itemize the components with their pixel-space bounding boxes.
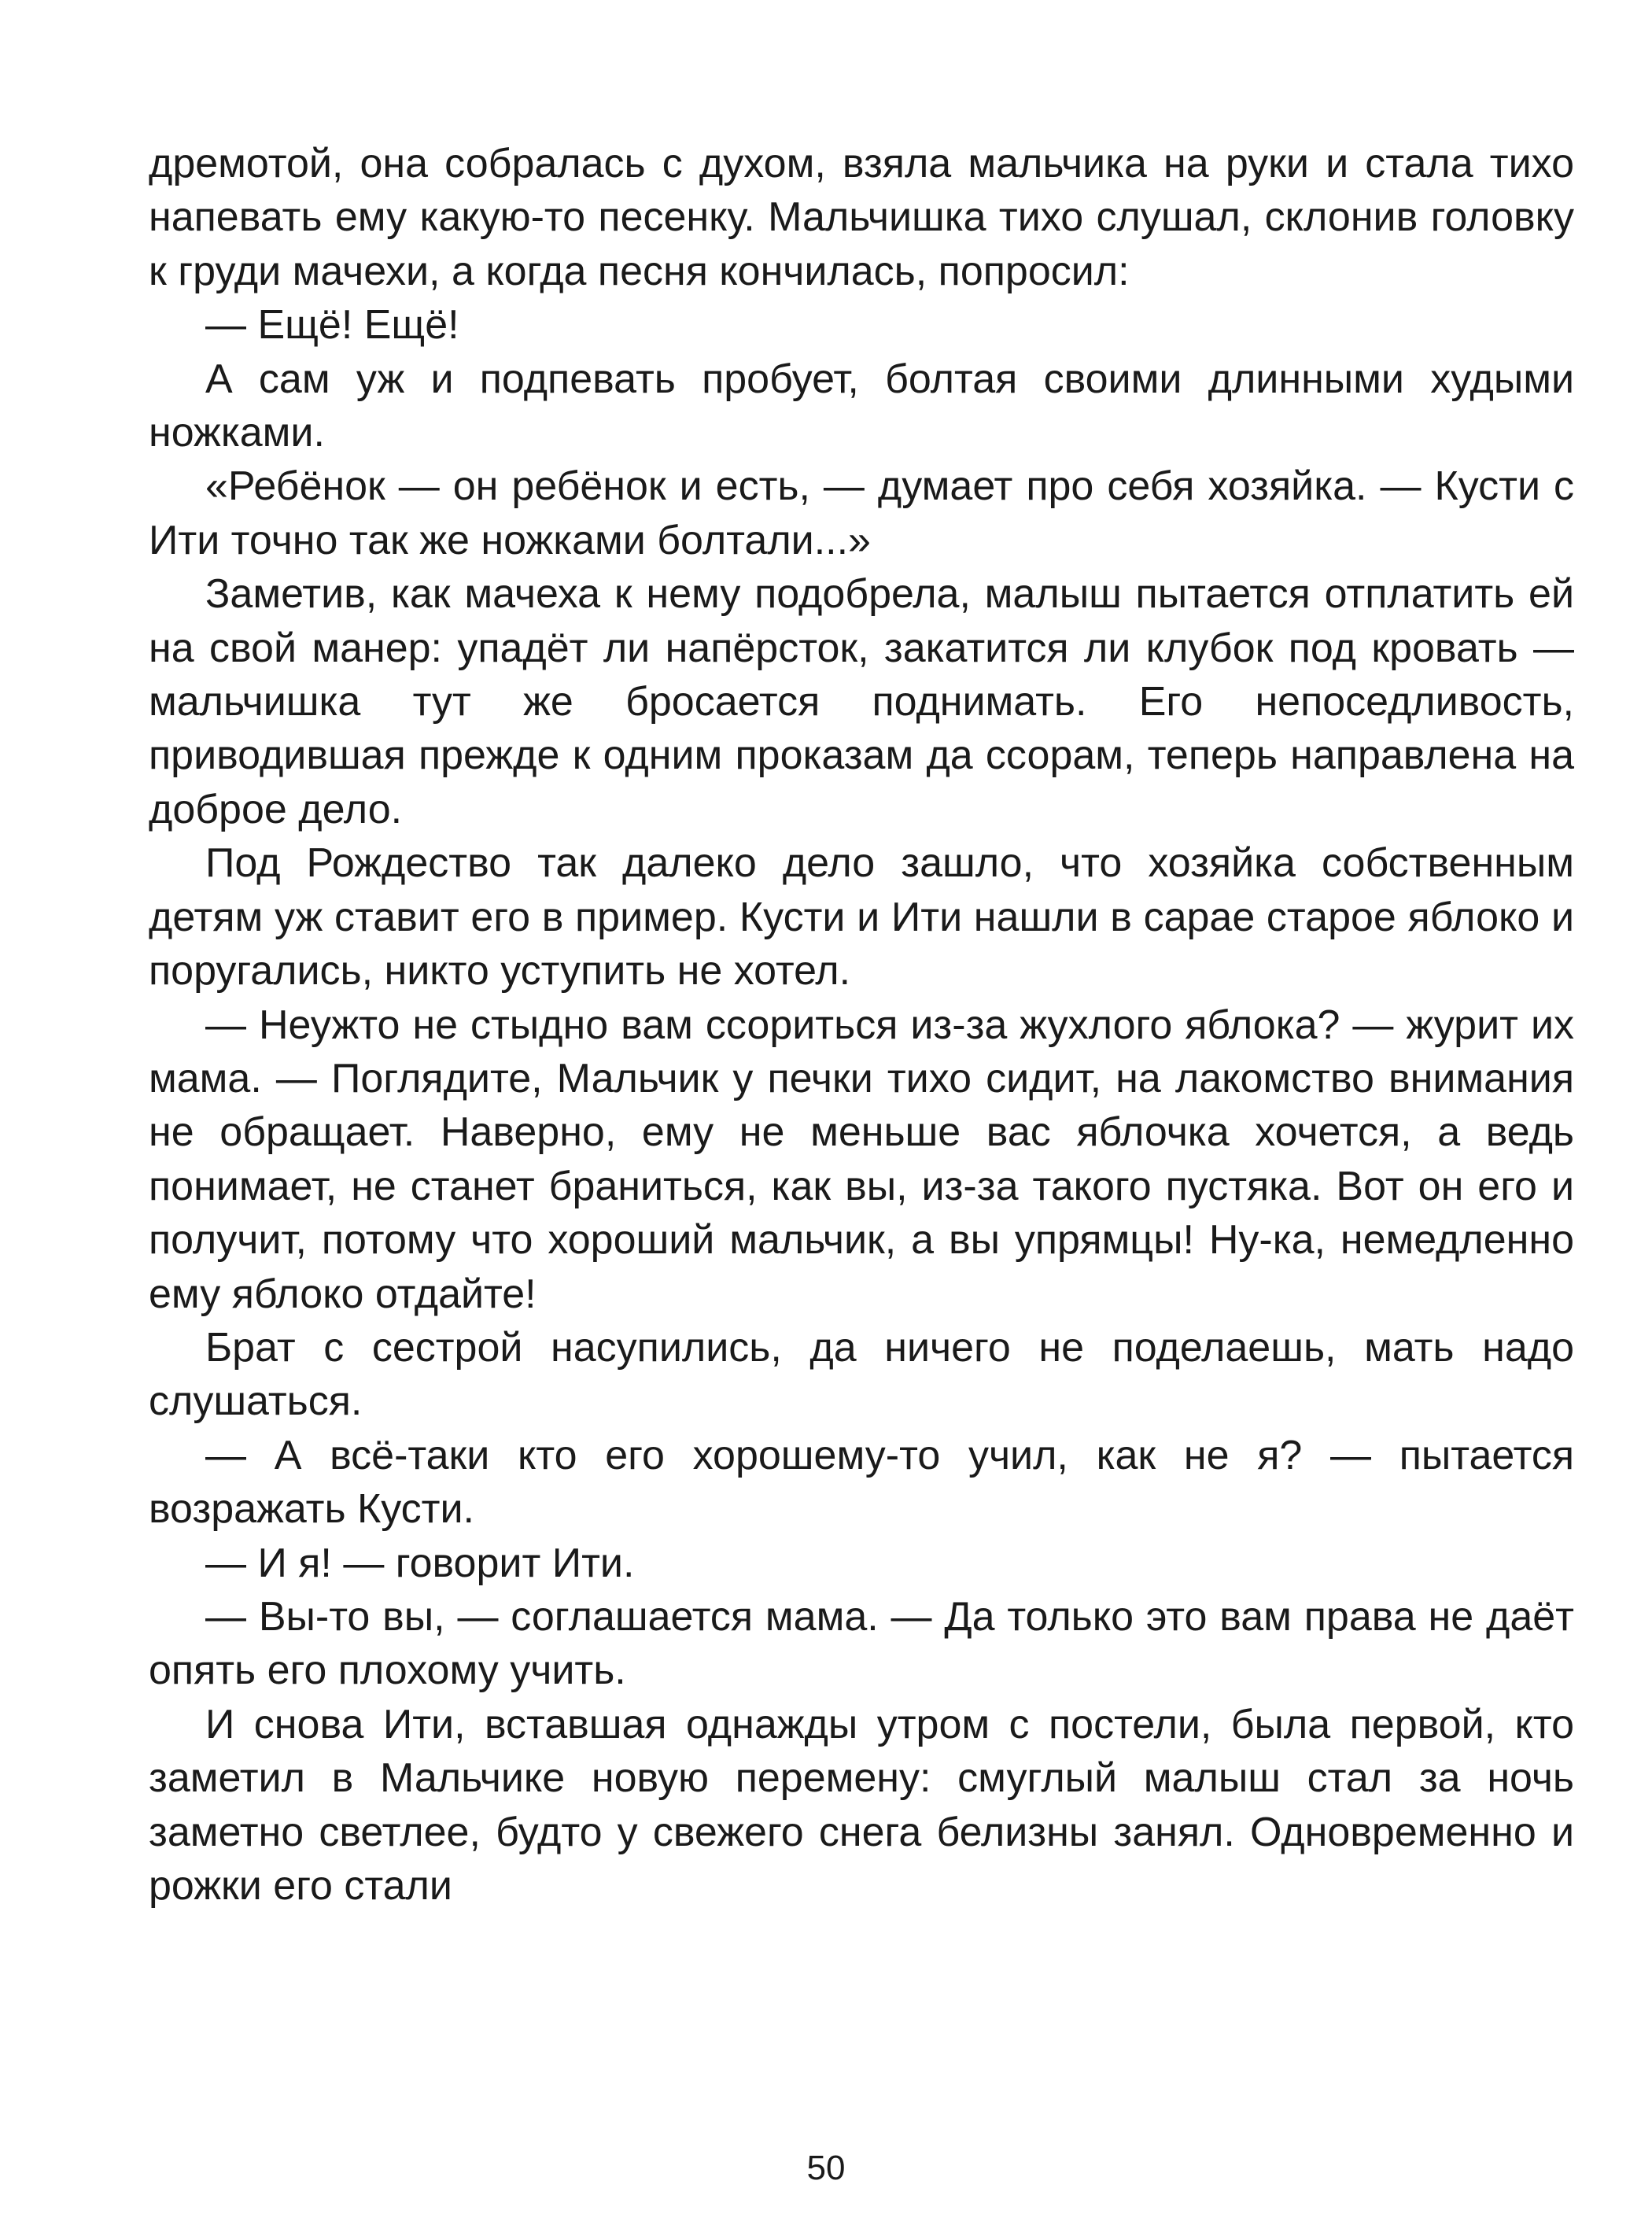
paragraph-5: Заметив, как мачеха к нему подобрела, малыш пытается отплатить ей на свой манер: упадёт ли напёрсток, закатится ли клубок под кровать — мальчишка тут же бросается поднимать. Его непоседливость, приводившая прежде к одним проказам да ссорам, теперь направлена на доброе дело. [149,571,1574,832]
paragraph-1: дремотой, она собралась с духом, взяла мальчика на руки и стала тихо напевать ему какую-то песенку. Мальчишка тихо слушал, склонив головку к груди мачехи, а когда песня кончилась, попросил: [149,141,1574,294]
paragraph-3: А сам уж и подпевать пробует, болтая своими длинными худыми ножками. [149,356,1574,456]
paragraph-4: «Ребёнок — он ребёнок и есть, — думает про себя хозяйка. — Кусти с Ити точно так же ножками болтали...» [149,463,1574,563]
paragraph-2: — Ещё! Ещё! [205,302,459,349]
paragraph-12: И снова Ити, вставшая однажды утром с постели, была первой, кто заметил в Мальчике новую перемену: смуглый малыш стал за ночь заметно светлее, будто у свежего снега белизны занял. Одновременно и рожки его стали [149,1701,1574,1909]
body-text [149,137,1574,1913]
paragraph-6: Под Рождество так далеко дело зашло, что хозяйка собственным детям уж ставит его в пример. Кусти и Ити нашли в сарае старое яблоко и поругались, никто уступить не хотел. [149,840,1574,994]
paragraph-11: — Вы-то вы, — соглашается мама. — Да только это вам права не даёт опять его плохому учить. [149,1593,1574,1694]
page-number: 50 [806,2149,846,2187]
paragraph-9: — А всё-таки кто его хорошему-то учил, как не я? — пытается возражать Кусти. [149,1432,1574,1533]
paragraph-7: — Неужто не стыдно вам ссориться из-за жухлого яблока? — журит их мама. — Поглядите, Мальчик у печки тихо сидит, на лакомство внимания не обращает. Наверно, ему не меньше вас яблочка хочется, а ведь понимает, не станет браниться, как вы, из-за такого пустяка. Вот он его и получит, потому что хороший мальчик, а вы упрямцы! Ну-ка, немедленно ему яблоко отдайте! [149,1002,1574,1317]
paragraph-8: Брат с сестрой насупились, да ничего не поделаешь, мать надо слушаться. [149,1324,1574,1425]
paragraph-10: — И я! — говорит Ити. [205,1540,635,1586]
